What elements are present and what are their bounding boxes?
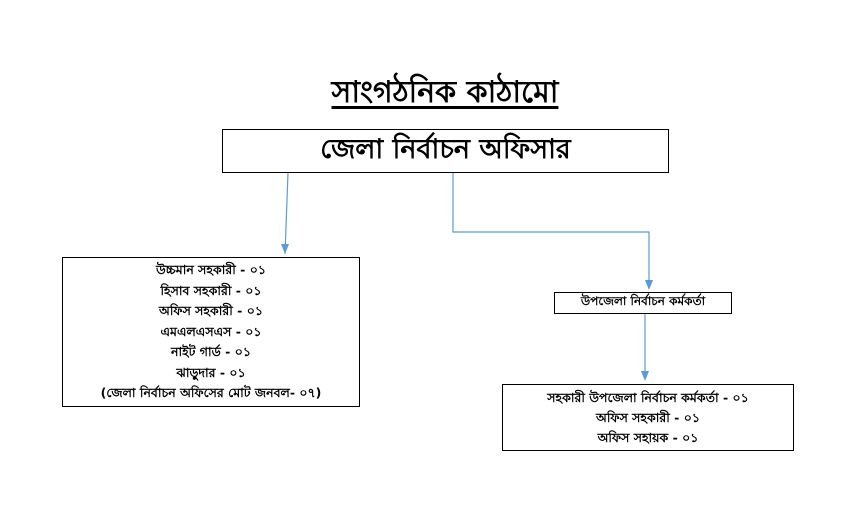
list-item: অফিস সহকারী - ০১ (159, 303, 263, 319)
list-item: হিসাব সহকারী - ০১ (160, 282, 262, 298)
upazila-office-staff-box (502, 384, 794, 451)
district-election-officer-box (222, 129, 669, 173)
arrowhead-icon (641, 371, 649, 381)
list-item: এমএলএসএস - ০১ (160, 323, 262, 339)
upazila-election-officer-label: উপজেলা নির্বাচন কর্মকর্তা (580, 294, 706, 308)
list-item: ঝাড়ুদার - ০১ (176, 364, 246, 380)
staff-total-note: (জেলা নির্বাচন অফিসের মোট জনবল- ০৭) (100, 385, 322, 401)
page-title: সাংগঠনিক কাঠামো (331, 75, 559, 110)
arrowhead-icon (645, 280, 653, 290)
district-election-officer-label: জেলা নির্বাচন অফিসার (320, 133, 571, 165)
upazila-election-officer-box (554, 292, 732, 314)
list-item: অফিস সহায়ক - ০১ (597, 429, 699, 445)
list-item: অফিস সহকারী - ০১ (596, 409, 700, 425)
connector-to-upazila-officer (453, 173, 649, 287)
district-office-staff-box (62, 257, 360, 407)
connector-to-district-staff (285, 173, 288, 254)
list-item: সহকারী উপজেলা নির্বাচন কর্মকর্তা - ০১ (547, 389, 749, 405)
list-item: উচ্চমান সহকারী - ০১ (156, 262, 266, 278)
list-item: নাইট গার্ড - ০১ (171, 344, 251, 360)
arrowhead-icon (281, 244, 289, 254)
